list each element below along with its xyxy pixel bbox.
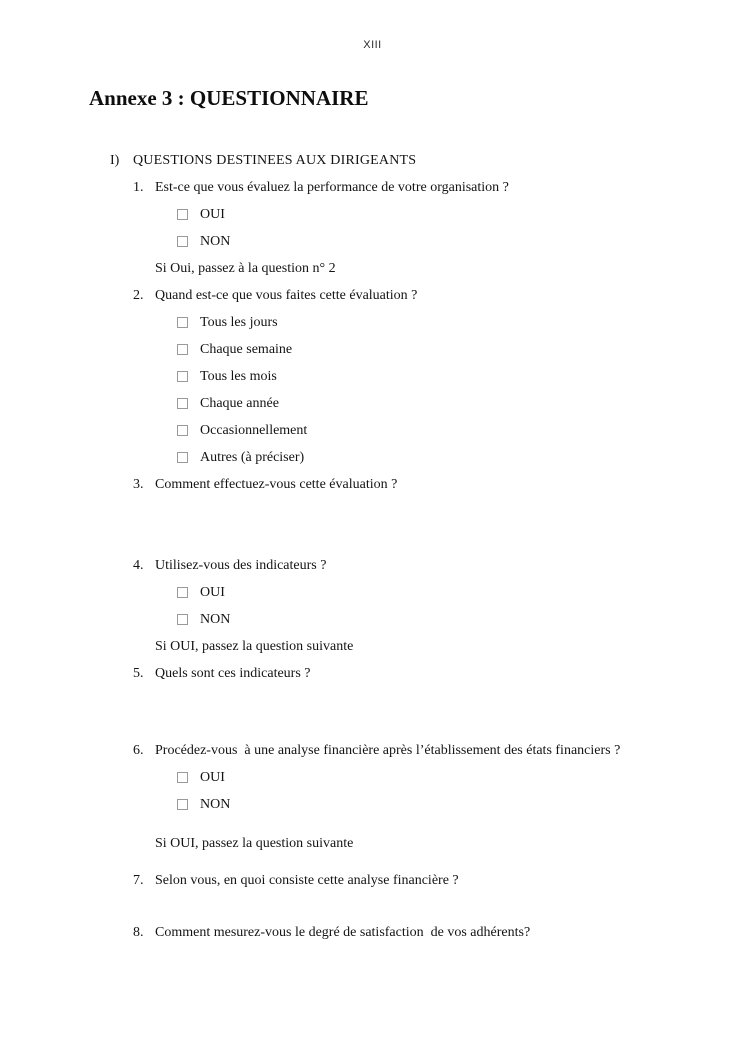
question-5 [133,660,745,687]
section-title: QUESTIONS DESTINEES AUX DIRIGEANTS [133,153,417,168]
page-number: XIII [363,39,382,51]
question-text: Comment effectuez-vous cette évaluation ? [155,477,398,492]
question-number: 1. [133,180,144,195]
question-6-option-oui [177,764,745,791]
question-number: 4. [133,558,144,573]
checkbox-icon [177,425,188,436]
question-4-option-oui [177,579,745,606]
question-2-option-4 [177,390,745,417]
question-2 [133,282,745,309]
question-4-option-non [177,606,745,633]
checkbox-icon [177,772,188,783]
question-text: Utilisez-vous des indicateurs ? [155,558,327,573]
question-text: Procédez-vous à une analyse financière après l’établissement des états financiers ? [155,743,621,758]
question-6-option-non [177,791,745,818]
checkbox-icon [177,398,188,409]
checkbox-icon [177,452,188,463]
option-label: Occasionnellement [200,423,308,438]
question-2-option-2 [177,336,745,363]
question-text: Quand est-ce que vous faites cette évaluation ? [155,288,418,303]
option-label: OUI [200,585,225,600]
checkbox-icon [177,614,188,625]
option-label: Chaque année [200,396,279,411]
question-number: 5. [133,666,144,681]
section-numeral: I) [110,153,120,168]
section-heading [110,147,745,174]
question-number: 2. [133,288,144,303]
option-label: OUI [200,207,225,222]
question-2-option-1 [177,309,745,336]
question-text: Selon vous, en quoi consiste cette analyse financière ? [155,873,459,888]
question-number: 8. [133,925,144,940]
question-1-option-non [177,228,745,255]
option-label: NON [200,234,231,249]
question-7 [133,867,745,894]
question-4 [133,552,745,579]
option-label: Tous les mois [200,369,277,384]
checkbox-icon [177,344,188,355]
question-number: 3. [133,477,144,492]
question-1-note: Si Oui, passez à la question n° 2 [155,261,336,276]
option-label: Tous les jours [200,315,278,330]
question-2-option-5 [177,417,745,444]
question-6-note: Si OUI, passez la question suivante [155,836,354,851]
question-1-option-oui [177,201,745,228]
question-1 [133,174,745,201]
question-number: 7. [133,873,144,888]
question-2-option-3 [177,363,745,390]
checkbox-icon [177,236,188,247]
question-3 [133,471,745,498]
checkbox-icon [177,317,188,328]
option-label: OUI [200,770,225,785]
option-label: Autres (à préciser) [200,450,305,465]
page-title: Annexe 3 : QUESTIONNAIRE [89,86,369,110]
option-label: NON [200,797,231,812]
checkbox-icon [177,587,188,598]
question-4-note: Si OUI, passez la question suivante [155,639,354,654]
option-label: Chaque semaine [200,342,293,357]
question-8 [133,919,745,946]
question-text: Est-ce que vous évaluez la performance de votre organisation ? [155,180,509,195]
question-number: 6. [133,743,144,758]
option-label: NON [200,612,231,627]
question-text: Quels sont ces indicateurs ? [155,666,311,681]
checkbox-icon [177,209,188,220]
question-2-option-6 [177,444,745,471]
question-text: Comment mesurez-vous le degré de satisfaction de vos adhérents? [155,925,531,940]
checkbox-icon [177,799,188,810]
checkbox-icon [177,371,188,382]
question-6 [133,737,745,764]
